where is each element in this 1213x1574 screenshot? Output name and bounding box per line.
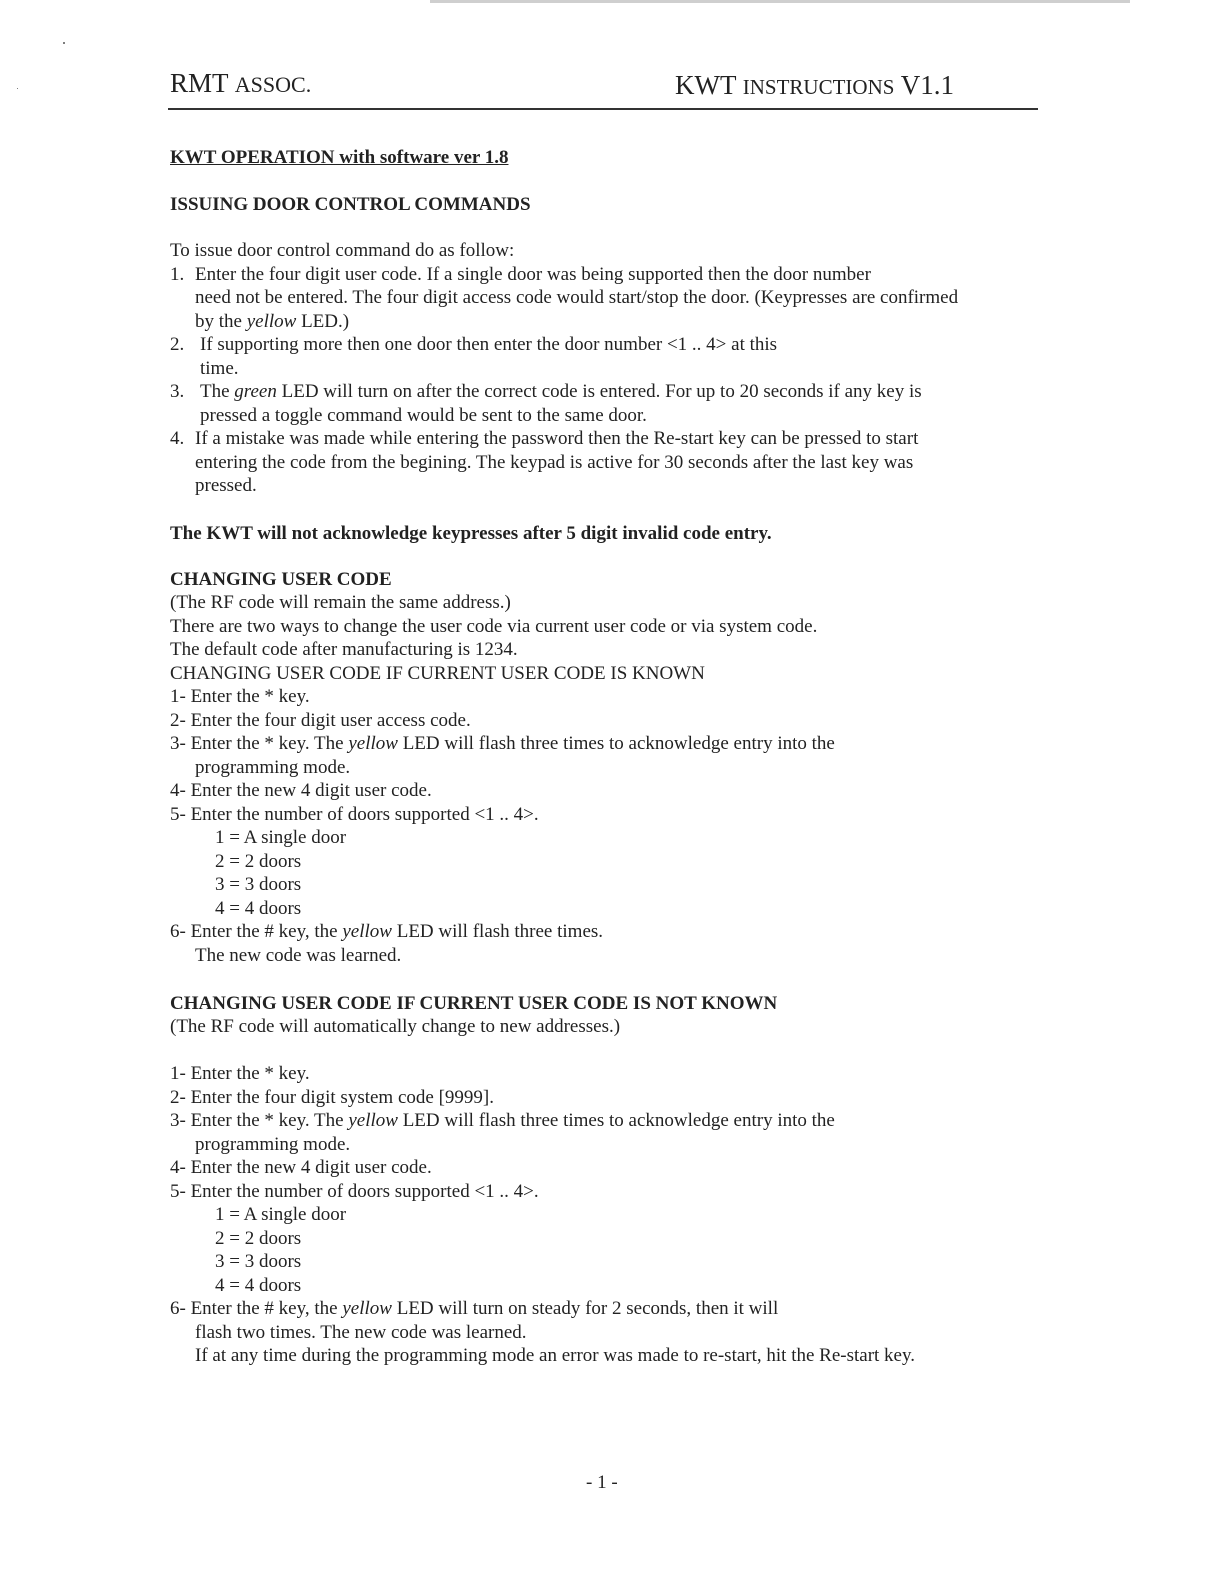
issuing-intro: To issue door control command do as follow: [170, 240, 515, 261]
step-line: 1- Enter the * key. [170, 1063, 310, 1084]
changing-known-section [170, 591, 1030, 967]
issuing-step-cont: pressed. [195, 475, 257, 496]
header-left-title: RMT ASSOC. [170, 68, 312, 98]
issuing-step: 4. If a mistake was made while entering the password then the Re-start key can be pressed to start [170, 428, 919, 449]
step-line: 1- Enter the * key. [170, 686, 310, 707]
door-option: 2 = 2 doors [215, 1227, 302, 1249]
step-line: 5- Enter the number of doors supported <1 .. 4>. [170, 1180, 539, 1202]
door-option: 3 = 3 doors [215, 874, 302, 895]
step-line: 2- Enter the four digit system code [9999]. [170, 1086, 494, 1108]
step-line: 3- Enter the * key. The yellow LED will flash three times to acknowledge entry into the [170, 1110, 835, 1131]
scan-artifact [430, 0, 1130, 3]
issuing-step-cont: pressed a toggle command would be sent to the same door. [200, 404, 647, 426]
header-divider [168, 108, 1038, 110]
step-cont: flash two times. The new code was learned. [195, 1321, 527, 1343]
door-option: 3 = 3 doors [215, 1251, 302, 1272]
door-option: 1 = A single door [215, 827, 347, 848]
warning-text: The KWT will not acknowledge keypresses after 5 digit invalid code entry. [170, 523, 772, 544]
header-right-title: KWT INSTRUCTIONS V1.1 [675, 70, 954, 100]
door-options [170, 1203, 1030, 1297]
step-line: 6- Enter the # key, the yellow LED will turn on steady for 2 seconds, then it will [170, 1298, 779, 1319]
body-line: (The RF code will automatically change to new addresses.) [170, 1016, 621, 1037]
changing-unknown-heading: CHANGING USER CODE IF CURRENT USER CODE IS NOT KNOWN [170, 993, 778, 1014]
step-line: 4- Enter the new 4 digit user code. [170, 780, 432, 801]
changing-known-heading: CHANGING USER CODE [170, 569, 392, 590]
step-line: 3- Enter the * key. The yellow LED will flash three times to acknowledge entry into the [170, 733, 835, 754]
door-option: 4 = 4 doors [215, 897, 302, 919]
step-line: 4- Enter the new 4 digit user code. [170, 1157, 432, 1178]
issuing-step: 2. If supporting more then one door then enter the door number <1 .. 4> at this [170, 334, 778, 355]
step-cont: The new code was learned. [195, 944, 402, 966]
issuing-section [170, 239, 1030, 498]
issuing-step-cont: need not be entered. The four digit access code would start/stop the door. (Keypresses are confirmed [195, 287, 959, 308]
page-number: - 1 - [586, 1472, 618, 1493]
door-options [170, 826, 1030, 920]
body-line: (The RF code will remain the same address.) [170, 592, 511, 613]
issuing-step-cont: entering the code from the begining. The keypad is active for 30 seconds after the last key was [195, 451, 914, 473]
step-cont: programming mode. [195, 1133, 351, 1155]
body-line: CHANGING USER CODE IF CURRENT USER CODE IS KNOWN [170, 662, 705, 684]
changing-unknown-section [170, 1015, 1030, 1368]
operation-title: KWT OPERATION with software ver 1.8 [170, 147, 509, 168]
step-cont: If at any time during the programming mode an error was made to re-start, hit the Re-start key. [195, 1345, 916, 1366]
scan-speck [17, 88, 18, 89]
step-cont: programming mode. [195, 756, 351, 778]
issuing-step: 3. The green LED will turn on after the correct code is entered. For up to 20 seconds if any key is [170, 381, 922, 402]
scan-speck [63, 42, 65, 44]
step-line: 5- Enter the number of doors supported <1 .. 4>. [170, 803, 539, 825]
issuing-heading: ISSUING DOOR CONTROL COMMANDS [170, 194, 531, 215]
issuing-step-cont: by the yellow LED.) [195, 310, 350, 332]
body-line: There are two ways to change the user code via current user code or via system code. [170, 615, 818, 637]
issuing-step-cont: time. [200, 357, 239, 379]
door-option: 4 = 4 doors [215, 1274, 302, 1296]
step-line: 2- Enter the four digit user access code. [170, 709, 471, 731]
issuing-step: 1. Enter the four digit user code. If a single door was being supported then the door number [170, 263, 871, 285]
body-line: The default code after manufacturing is 1234. [170, 639, 518, 660]
door-option: 2 = 2 doors [215, 850, 302, 872]
step-line: 6- Enter the # key, the yellow LED will flash three times. [170, 921, 604, 942]
door-option: 1 = A single door [215, 1204, 347, 1225]
